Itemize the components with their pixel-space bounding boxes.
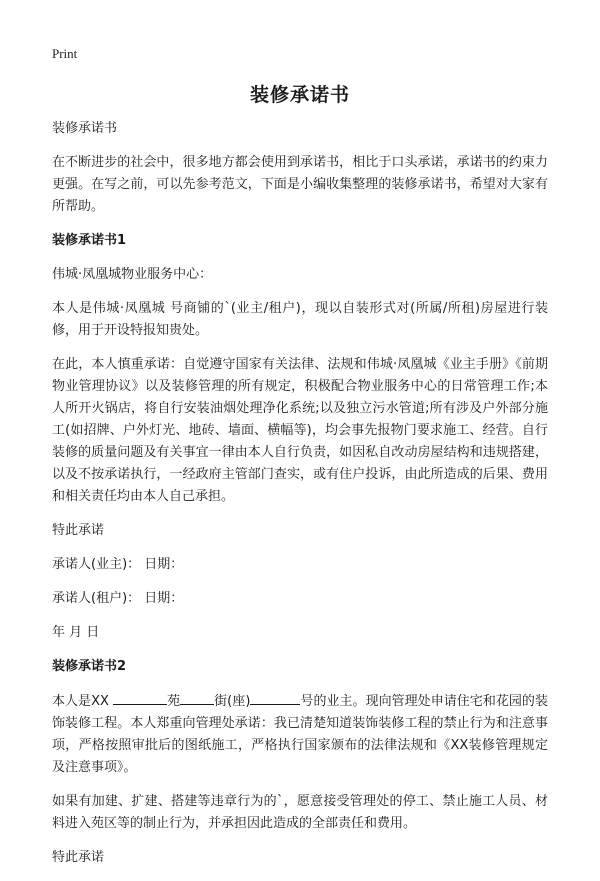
section-1-signature-tenant: 承诺人(租户)： 日期： (52, 591, 184, 606)
section-2-text-b: 苑 (167, 694, 181, 709)
section-1-heading: 装修承诺书1 (52, 233, 127, 248)
section-2-text-d: 号的业主。现向管理处申请住宅和花园的装饰装修工程。本人郑重向管理处承诺：我已清楚知道装饰装修工程的禁止行为和注意事项，严格按照审批后的图纸施工，严格执行国家颁布的法律法规和《XX装修管理规定及注意事项》。 (52, 694, 548, 775)
section-2-closing: 特此承诺 (52, 850, 105, 865)
page-title: 装修承诺书 (249, 84, 350, 106)
section-2-text-a: 本人是XX (52, 694, 114, 709)
print-label: Print (52, 46, 78, 61)
section-2-text-c: 街(座) (214, 694, 251, 709)
intro-heading: 装修承诺书 (52, 121, 118, 136)
section-1-addressee: 伟城·凤凰城物业服务中心： (52, 267, 213, 282)
fill-blank (250, 690, 300, 705)
section-1-date-line: 年 月 日 (52, 625, 100, 640)
section-1-paragraph-1: 本人是伟城·凤凰城 号商铺的`(业主/租户)，现以自装形式对(所属/所租)房屋进行装修，用于开设特报知贵处。 (52, 301, 548, 338)
section-1-paragraph-2: 在此，本人慎重承诺：自觉遵守国家有关法律、法规和伟城·凤凰城《业主手册》《前期物业管理协议》以及装修管理的所有规定，积极配合物业服务中心的日常管理工作;本人所开火锅店，将自行安装油烟处理净化系统;以及独立污水管道;所有涉及户外部分施工(如招牌、户外灯光、地砖、墙面、横幅等)，均会事先报物门要求施工、经营。自行装修的质量问题及有关事宜一律由本人自行负责，如因私自改动房屋结构和违规搭建，以及不按承诺执行，一经政府主管部门查实，或有住户投诉，由此所造成的后果、费用和相关责任均由本人自己承担。 (52, 357, 548, 504)
fill-blank (113, 690, 167, 705)
section-2-paragraph-2: 如果有加建、扩建、搭建等违章行为的`，愿意接受管理处的停工、禁止施工人员、材料进入苑区等的制止行为，并承担因此造成的全部责任和费用。 (52, 794, 548, 831)
section-2-heading: 装修承诺书2 (52, 659, 127, 674)
section-2-paragraph-1 (52, 690, 548, 779)
section-1-signature-owner: 承诺人(业主)： 日期： (52, 557, 184, 572)
intro-paragraph: 在不断进步的社会中，很多地方都会使用到承诺书，相比于口头承诺，承诺书的约束力更强。在写之前，可以先参考范文，下面是小编收集整理的装修承诺书，希望对大家有所帮助。 (52, 155, 548, 214)
fill-blank (180, 690, 214, 705)
section-1-closing: 特此承诺 (52, 523, 105, 538)
document-body (52, 118, 548, 881)
